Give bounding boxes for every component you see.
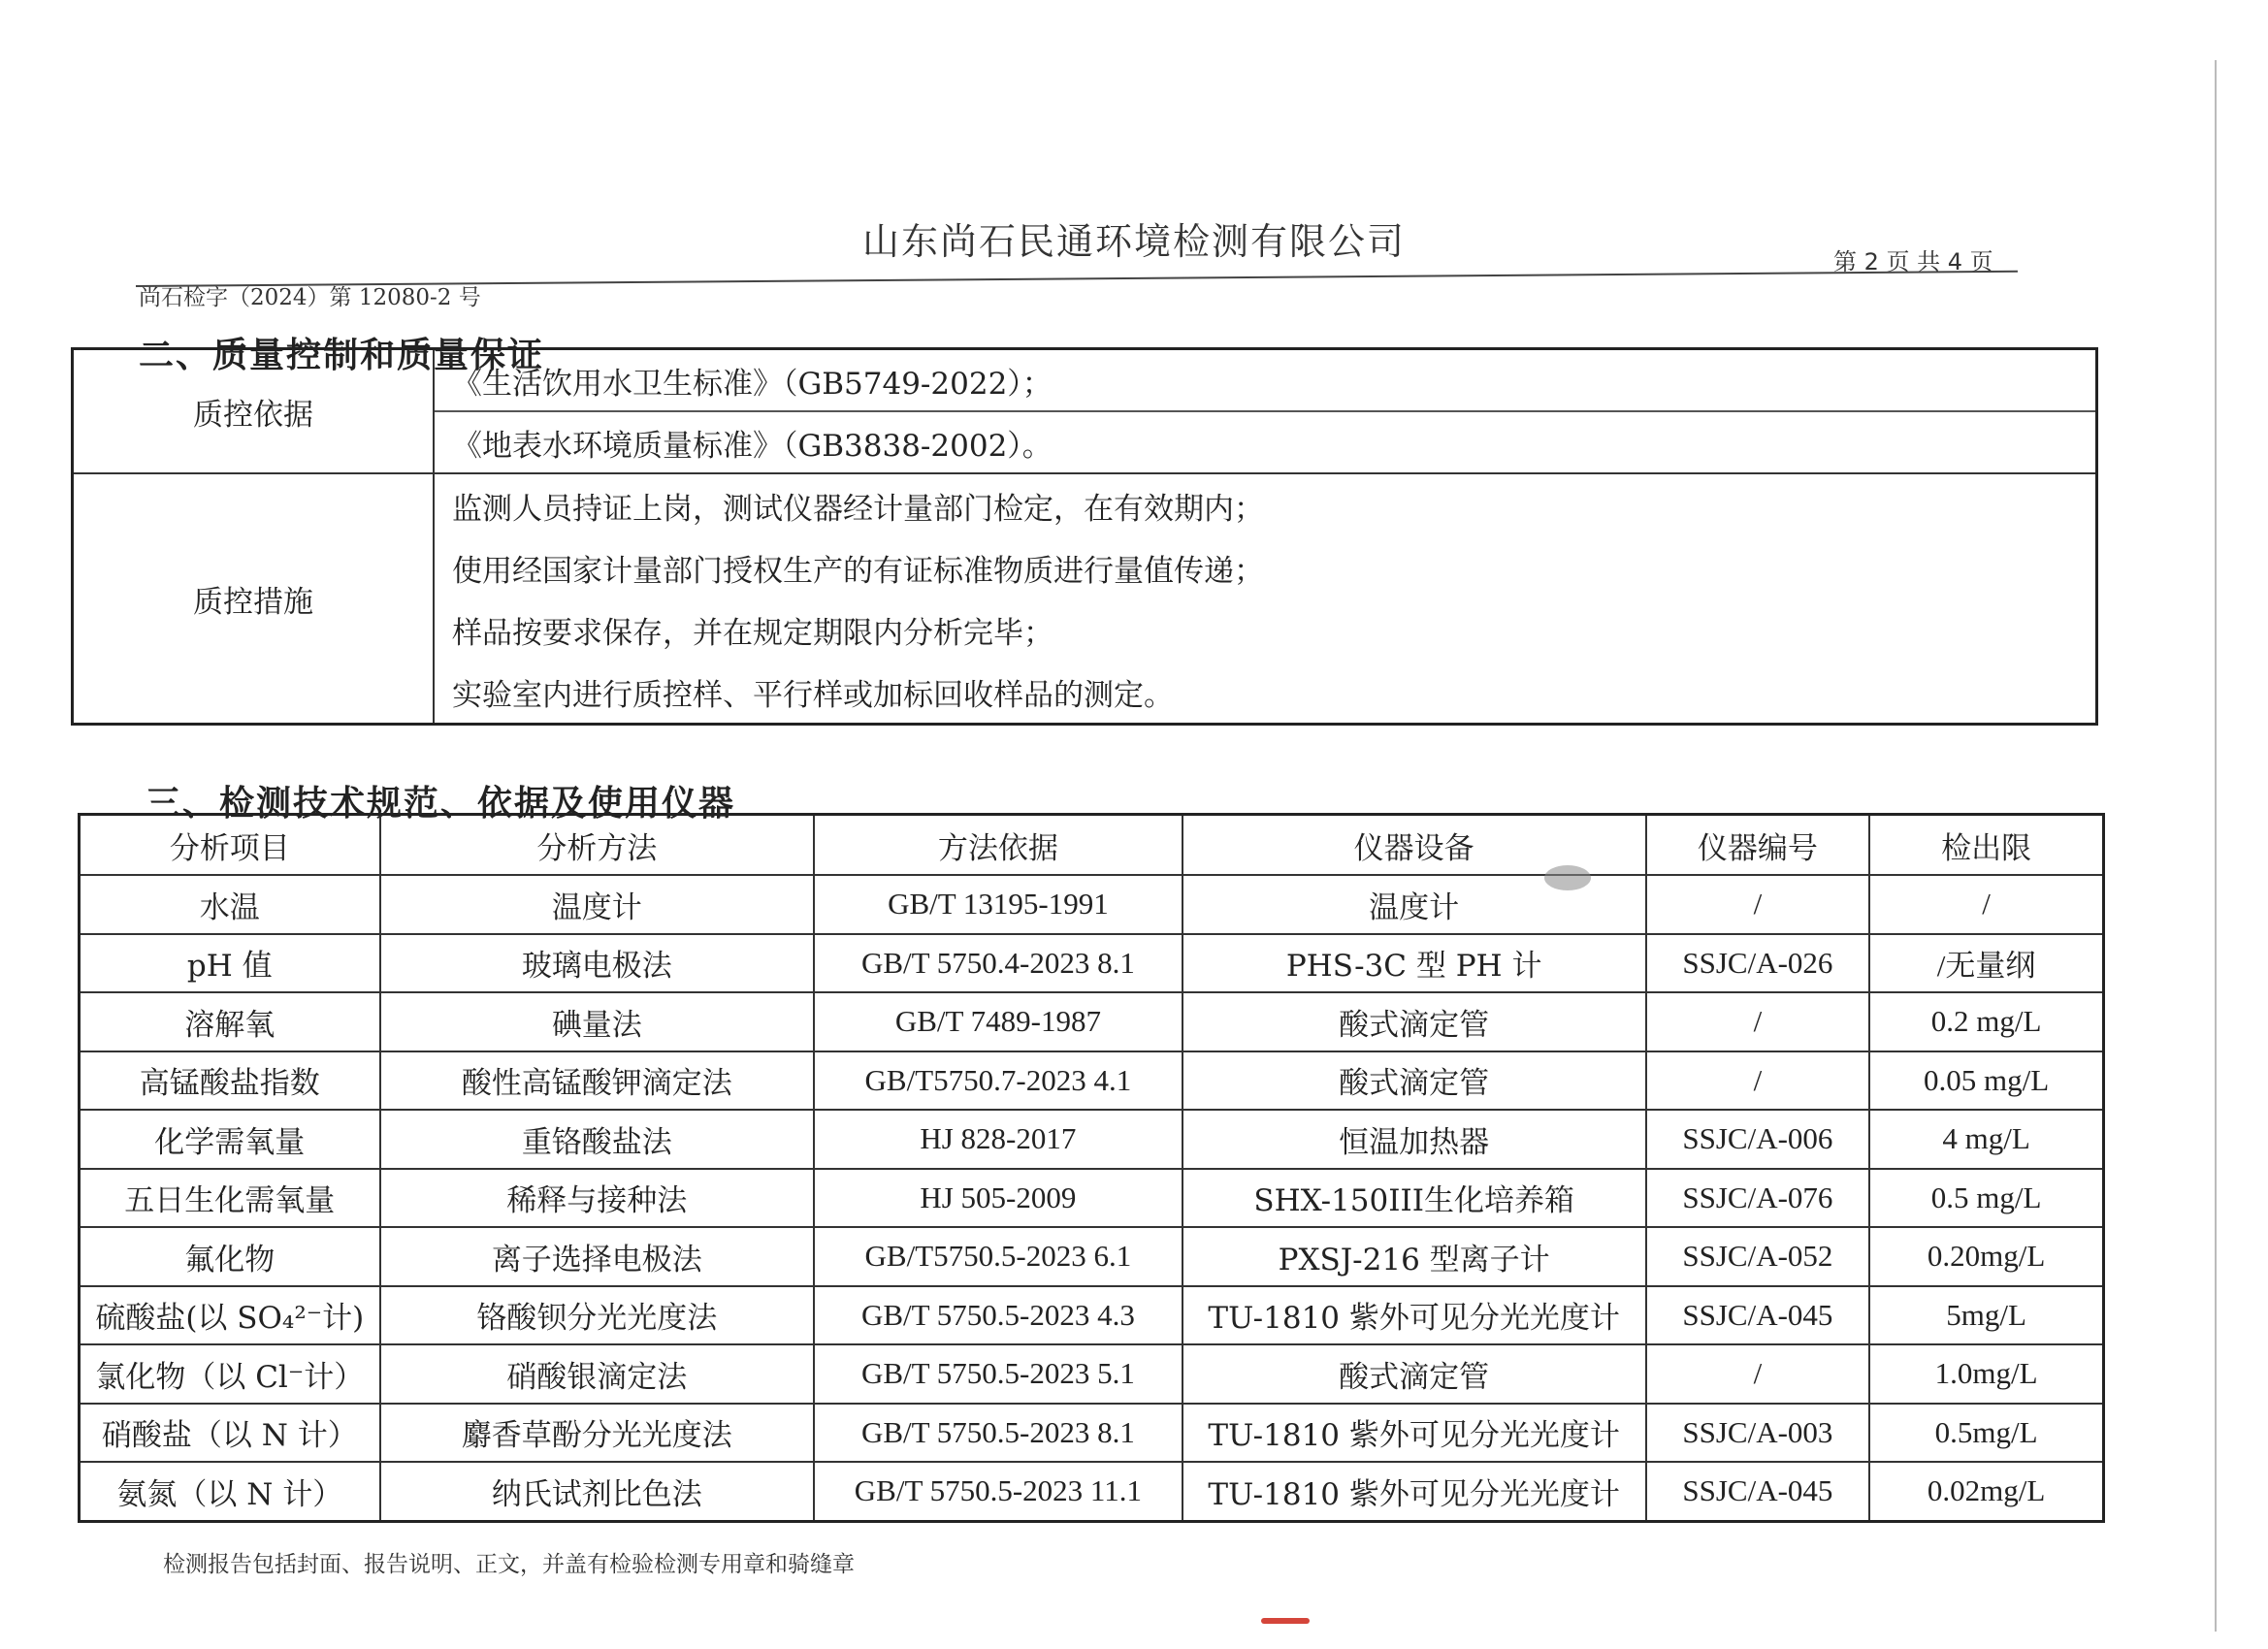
cell-instrument: TU-1810 紫外可见分光光度计 (1183, 1286, 1646, 1345)
cell-detection-limit: 1.0mg/L (1869, 1344, 2103, 1404)
cell-basis: GB/T 5750.4-2023 8.1 (814, 934, 1183, 993)
cell-item: 硝酸盐（以 N 计） (80, 1404, 380, 1463)
section-quality-title: 二、质量控制和质量保证 (139, 336, 545, 375)
cell-detection-limit: / (1869, 875, 2103, 934)
cell-detection-limit: 0.2 mg/L (1869, 992, 2103, 1051)
cell-instrument: 恒温加热器 (1183, 1110, 1646, 1169)
cell-method: 酸性高锰酸钾滴定法 (380, 1051, 814, 1111)
qc-basis-line: 《地表水环境质量标准》（GB3838-2002）。 (435, 410, 2095, 472)
cell-basis: GB/T 7489-1987 (814, 992, 1183, 1051)
table-row (80, 1169, 2104, 1228)
methods-table (78, 813, 2105, 1523)
cell-method: 麝香草酚分光光度法 (380, 1404, 814, 1463)
cell-item: 氟化物 (80, 1227, 380, 1286)
cell-instrument: TU-1810 紫外可见分光光度计 (1183, 1404, 1646, 1463)
cell-basis: HJ 828-2017 (814, 1110, 1183, 1169)
cell-item: 水温 (80, 875, 380, 934)
page-number: 第 2 页 共 4 页 (1833, 248, 1993, 275)
cell-basis: GB/T 5750.5-2023 4.3 (814, 1286, 1183, 1345)
company-name: 山东尚石民通环境检测有限公司 (861, 220, 1406, 263)
cell-method: 硝酸银滴定法 (380, 1344, 814, 1404)
qc-basis-line: 《生活饮用水卫生标准》（GB5749-2022）； (452, 366, 1053, 402)
table-row (80, 875, 2104, 934)
cell-instrument-no: / (1646, 1051, 1870, 1111)
cell-instrument: SHX-150III生化培养箱 (1183, 1169, 1646, 1228)
cell-instrument-no: SSJC/A-052 (1646, 1227, 1870, 1286)
cell-basis: GB/T5750.5-2023 6.1 (814, 1227, 1183, 1286)
cell-detection-limit: 0.5 mg/L (1869, 1169, 2103, 1228)
cell-method: 纳氏试剂比色法 (380, 1462, 814, 1521)
cell-instrument: 酸式滴定管 (1183, 1344, 1646, 1404)
header-instrument: 仪器设备 (1183, 815, 1646, 876)
qc-measure-line: 使用经国家计量部门授权生产的有证标准物质进行量值传递； (452, 553, 1264, 589)
qc-basis-label: 质控依据 (73, 349, 435, 474)
cell-detection-limit: 5mg/L (1869, 1286, 2103, 1345)
header-instrument-no: 仪器编号 (1646, 815, 1870, 876)
cell-instrument-no: SSJC/A-006 (1646, 1110, 1870, 1169)
header-detection-limit: 检出限 (1869, 815, 2103, 876)
page-edge (2215, 60, 2217, 1632)
cell-item: 氨氮（以 N 计） (80, 1462, 380, 1521)
header-item: 分析项目 (80, 815, 380, 876)
cell-item: 氯化物（以 Cl⁻计） (80, 1344, 380, 1404)
table-row (80, 1051, 2104, 1111)
cell-instrument: 温度计 (1183, 875, 1646, 934)
cell-instrument-no: / (1646, 875, 1870, 934)
cell-method: 碘量法 (380, 992, 814, 1051)
cell-detection-limit: 0.05 mg/L (1869, 1051, 2103, 1111)
methods-header-row (80, 815, 2104, 876)
cell-instrument: 酸式滴定管 (1183, 992, 1646, 1051)
cell-method: 铬酸钡分光光度法 (380, 1286, 814, 1345)
header-method: 分析方法 (380, 815, 814, 876)
cell-item: 高锰酸盐指数 (80, 1051, 380, 1111)
cell-instrument-no: SSJC/A-026 (1646, 934, 1870, 993)
cell-basis: GB/T5750.7-2023 4.1 (814, 1051, 1183, 1111)
cell-instrument-no: / (1646, 1344, 1870, 1404)
footer-note: 检测报告包括封面、报告说明、正文，并盖有检验检测专用章和骑缝章 (163, 1552, 855, 1577)
cell-method: 玻璃电极法 (380, 934, 814, 993)
cell-basis: HJ 505-2009 (814, 1169, 1183, 1228)
cell-basis: GB/T 5750.5-2023 11.1 (814, 1462, 1183, 1521)
cell-method: 离子选择电极法 (380, 1227, 814, 1286)
cell-instrument: PHS-3C 型 PH 计 (1183, 934, 1646, 993)
quality-control-table (71, 347, 2098, 726)
cell-item: 化学需氧量 (80, 1110, 380, 1169)
report-number: 尚石检字（2024）第 12080-2 号 (139, 285, 481, 310)
cell-basis: GB/T 5750.5-2023 8.1 (814, 1404, 1183, 1463)
qc-measures-cell (434, 473, 2097, 725)
table-row (80, 1462, 2104, 1521)
qc-measures-label: 质控措施 (73, 473, 435, 725)
qc-measure-line: 监测人员持证上岗，测试仪器经计量部门检定，在有效期内； (452, 491, 1264, 527)
table-row (80, 934, 2104, 993)
cell-instrument-no: SSJC/A-076 (1646, 1169, 1870, 1228)
ink-stain (1544, 865, 1591, 890)
cell-detection-limit: /无量纲 (1869, 934, 2103, 993)
qc-measure-line: 实验室内进行质控样、平行样或加标回收样品的测定。 (452, 677, 1174, 713)
cell-detection-limit: 0.02mg/L (1869, 1462, 2103, 1521)
cell-detection-limit: 0.20mg/L (1869, 1227, 2103, 1286)
qc-measure-line: 样品按要求保存，并在规定期限内分析完毕； (452, 615, 1053, 651)
cell-instrument: 酸式滴定管 (1183, 1051, 1646, 1111)
cell-basis: GB/T 5750.5-2023 5.1 (814, 1344, 1183, 1404)
qc-basis-cell (434, 349, 2097, 474)
table-row (80, 1227, 2104, 1286)
cell-method: 稀释与接种法 (380, 1169, 814, 1228)
table-row (80, 1286, 2104, 1345)
header-basis: 方法依据 (814, 815, 1183, 876)
cell-instrument: PXSJ-216 型离子计 (1183, 1227, 1646, 1286)
cell-method: 重铬酸盐法 (380, 1110, 814, 1169)
cell-instrument-no: SSJC/A-045 (1646, 1462, 1870, 1521)
cell-item: pH 值 (80, 934, 380, 993)
cell-item: 溶解氧 (80, 992, 380, 1051)
cell-item: 硫酸盐(以 SO₄²⁻计) (80, 1286, 380, 1345)
table-row (80, 992, 2104, 1051)
table-row (80, 1344, 2104, 1404)
cell-instrument-no: SSJC/A-003 (1646, 1404, 1870, 1463)
cell-detection-limit: 0.5mg/L (1869, 1404, 2103, 1463)
cell-instrument: TU-1810 紫外可见分光光度计 (1183, 1462, 1646, 1521)
cell-instrument-no: SSJC/A-045 (1646, 1286, 1870, 1345)
cell-instrument-no: / (1646, 992, 1870, 1051)
cell-method: 温度计 (380, 875, 814, 934)
cell-basis: GB/T 13195-1991 (814, 875, 1183, 934)
table-row (80, 1404, 2104, 1463)
section-methods-title: 三、检测技术规范、依据及使用仪器 (146, 784, 736, 824)
seal-fragment (1261, 1618, 1310, 1624)
cell-detection-limit: 4 mg/L (1869, 1110, 2103, 1169)
cell-item: 五日生化需氧量 (80, 1169, 380, 1228)
table-row (80, 1110, 2104, 1169)
